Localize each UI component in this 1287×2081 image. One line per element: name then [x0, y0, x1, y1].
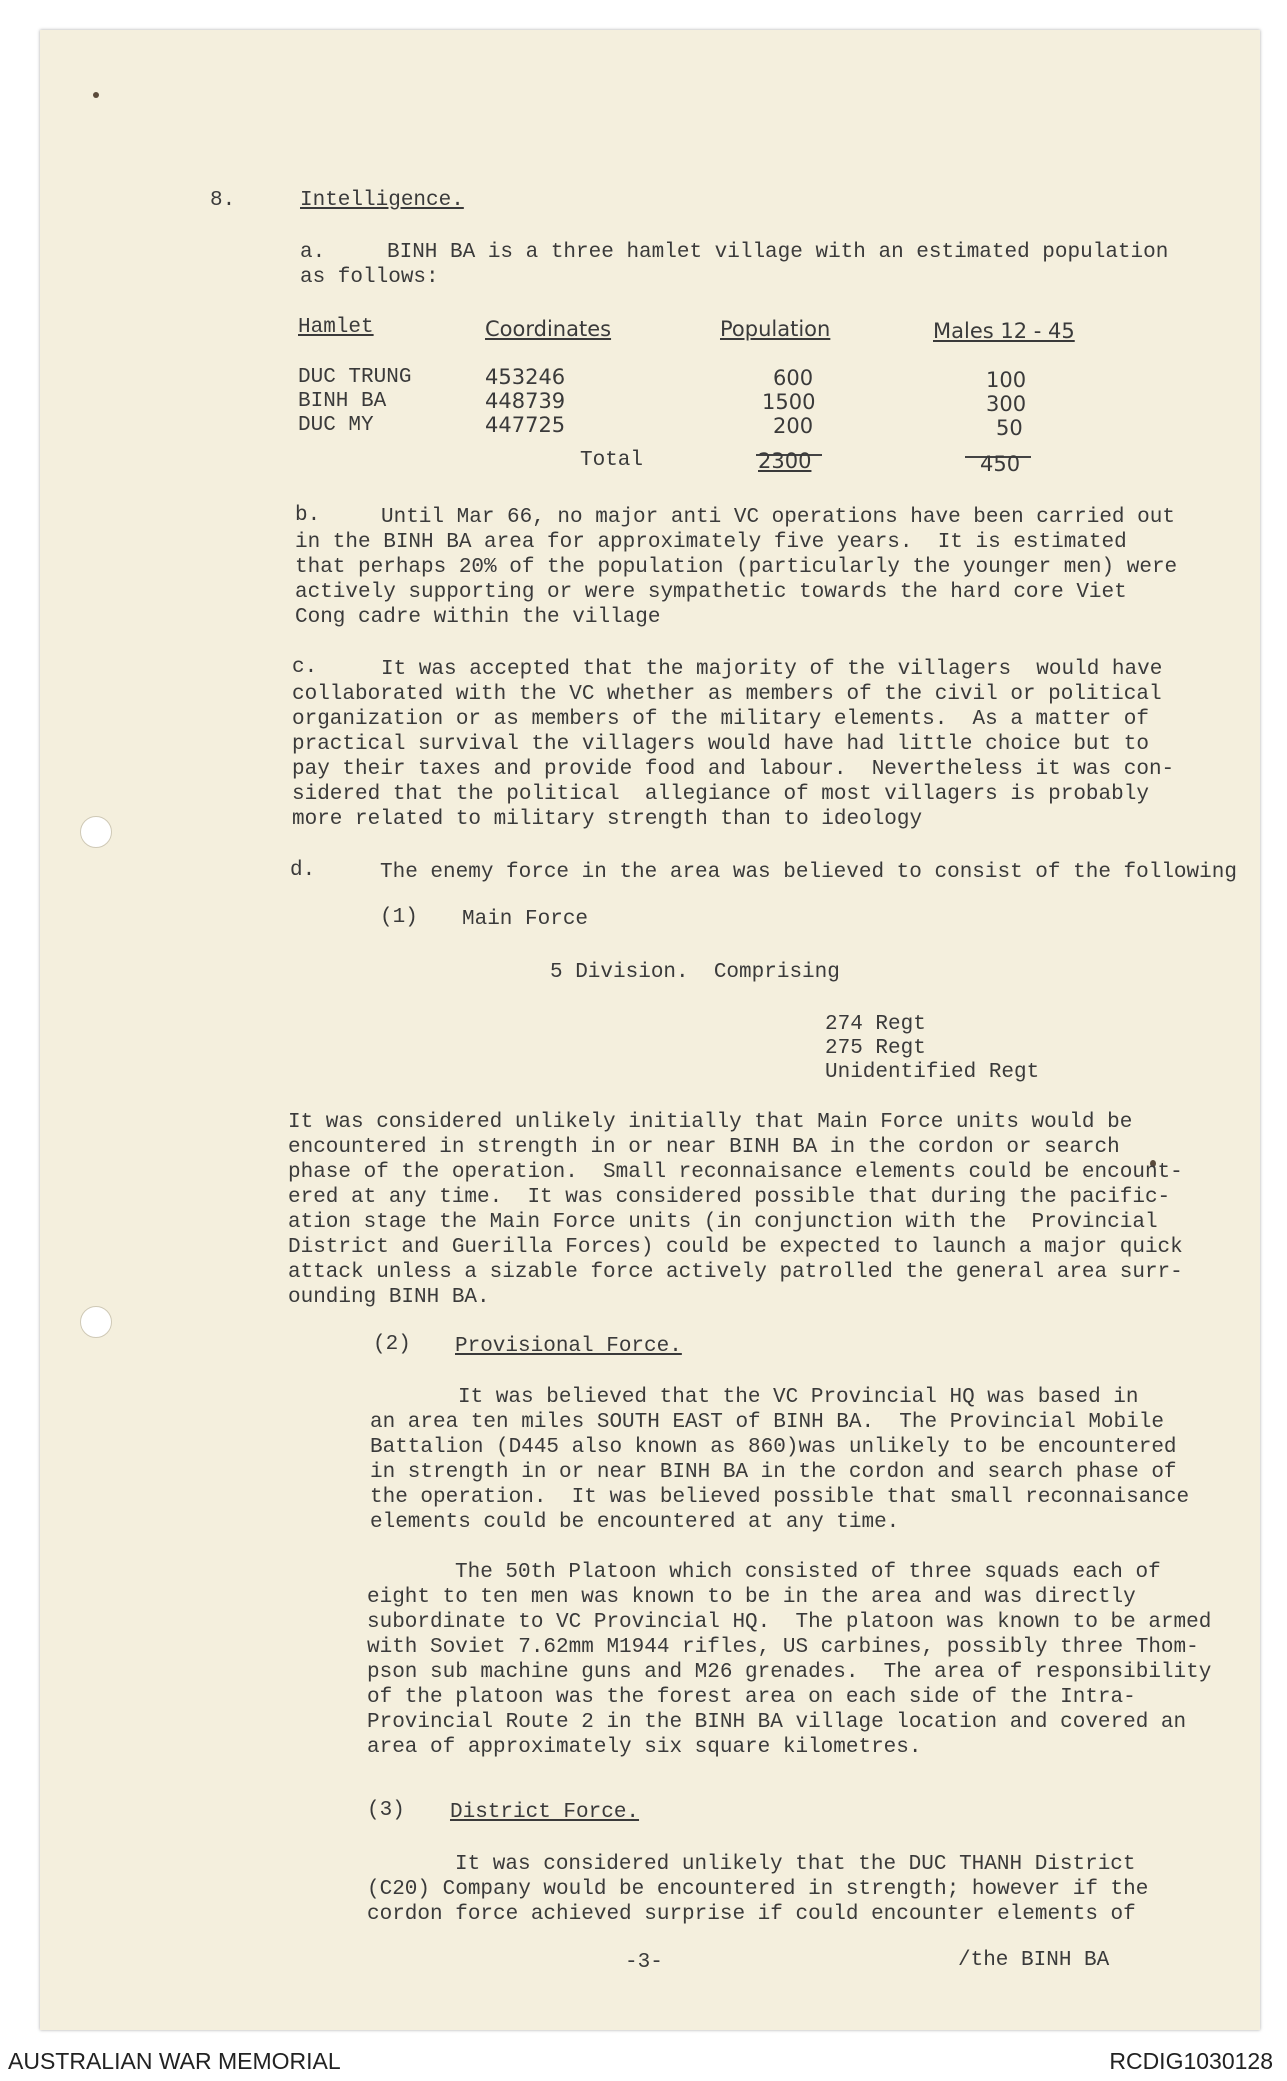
- punch-hole-top: [80, 816, 112, 848]
- text-line: Provincial Route 2 in the BINH BA village location and covered an: [367, 1711, 1187, 1734]
- para-a-text: [300, 240, 1168, 290]
- main-force-unit: 274 Regt: [825, 1013, 926, 1036]
- text-line: Battalion (D445 also known as 860)was unlikely to be encountered: [370, 1436, 1177, 1459]
- table-cell-population: 1500: [762, 390, 816, 414]
- table-cell-coordinates: 453246: [485, 365, 566, 389]
- para-d-text: The enemy force in the area was believed to consist of the following: [380, 861, 1237, 884]
- para-c-label: c.: [292, 656, 318, 679]
- text-line: sidered that the political allegiance of most villagers is probably: [292, 783, 1149, 806]
- table-cell-hamlet: BINH BA: [298, 390, 387, 413]
- provisional-force-title: Provisional Force.: [455, 1335, 682, 1358]
- text-line: ation stage the Main Force units (in conjunction with the Provincial: [288, 1211, 1158, 1234]
- table-header-population: Population: [720, 317, 831, 341]
- text-line: ounding BINH BA.: [288, 1286, 490, 1309]
- text-line: Until Mar 66, no major anti VC operations have been carried out: [381, 506, 1175, 529]
- main-force-text: [288, 1110, 1183, 1310]
- text-line: phase of the operation. Small reconnaisance elements could be encount-: [288, 1161, 1183, 1184]
- district-force-text: [367, 1852, 1148, 1927]
- text-line: It was considered unlikely that the DUC THANH District: [455, 1853, 1136, 1876]
- text-line: with Soviet 7.62mm M1944 rifles, US carbines, possibly three Thom-: [367, 1636, 1199, 1659]
- text-line: as follows:: [300, 266, 439, 289]
- page-number: -3-: [625, 1951, 663, 1974]
- text-line: of the platoon was the forest area on each side of the Intra-: [367, 1686, 1136, 1709]
- punch-hole-bottom: [80, 1306, 112, 1338]
- table-header-coordinates: Coordinates: [485, 317, 612, 341]
- para-b-text: [295, 505, 1177, 630]
- text-line: an area ten miles SOUTH EAST of BINH BA. The Provincial Mobile: [370, 1411, 1164, 1434]
- provisional-force-para-1: [370, 1385, 1189, 1535]
- text-line: area of approximately six square kilometres.: [367, 1736, 922, 1759]
- section-title: Intelligence.: [300, 189, 464, 212]
- paper-speck: [93, 92, 99, 98]
- text-line: It was believed that the VC Provincial HQ was based in: [458, 1386, 1139, 1409]
- table-cell-population: 200: [773, 414, 814, 438]
- main-force-number: (1): [380, 906, 418, 929]
- text-line: ered at any time. It was considered possible that during the pacific-: [288, 1186, 1171, 1209]
- para-c-text: [292, 657, 1174, 832]
- para-a-label: a.: [300, 241, 326, 264]
- text-line: that perhaps 20% of the population (particularly the younger men) were: [295, 556, 1178, 579]
- table-cell-coordinates: 448739: [485, 389, 566, 413]
- main-force-title: Main Force: [462, 908, 589, 931]
- table-cell-hamlet: DUC TRUNG: [298, 366, 412, 389]
- table-cell-hamlet: DUC MY: [298, 414, 374, 437]
- text-line: BINH BA is a three hamlet village with an estimated population: [387, 241, 1169, 264]
- text-line: The 50th Platoon which consisted of three squads each of: [455, 1561, 1161, 1584]
- text-line: in the BINH BA area for approximately five years. It is estimated: [295, 531, 1127, 554]
- table-cell-males: 100: [986, 368, 1027, 392]
- table-header-males: Males 12 - 45: [933, 319, 1075, 343]
- text-line: pay their taxes and provide food and labour. Nevertheless it was con-: [292, 758, 1175, 781]
- table-cell-males: 50: [996, 416, 1023, 440]
- text-line: It was accepted that the majority of the villagers would have: [381, 658, 1163, 681]
- district-force-number: (3): [367, 1799, 405, 1822]
- main-force-division: 5 Division. Comprising: [550, 961, 840, 984]
- district-force-title: District Force.: [450, 1801, 640, 1824]
- text-line: encountered in strength in or near BINH BA in the cordon or search: [288, 1136, 1120, 1159]
- table-cell-coordinates: 447725: [485, 413, 566, 437]
- text-line: more related to military strength than to ideology: [292, 808, 923, 831]
- footer-archive-name: AUSTRALIAN WAR MEMORIAL: [8, 2048, 341, 2074]
- text-line: actively supporting or were sympathetic towards the hard core Viet: [295, 581, 1127, 604]
- para-b-label: b.: [295, 504, 321, 527]
- section-number: 8.: [210, 189, 236, 212]
- text-line: subordinate to VC Provincial HQ. The platoon was known to be armed: [367, 1611, 1212, 1634]
- main-force-unit: 275 Regt: [825, 1037, 926, 1060]
- text-line: attack unless a sizable force actively patrolled the general area surr-: [288, 1261, 1183, 1284]
- continuation-text: /the BINH BA: [958, 1949, 1110, 1972]
- table-cell-population: 600: [773, 366, 814, 390]
- table-total-label: Total: [580, 449, 644, 472]
- text-line: Cong cadre within the village: [295, 606, 661, 629]
- table-header-hamlet: Hamlet: [298, 316, 374, 339]
- provisional-force-para-2: [367, 1560, 1211, 1760]
- text-line: (C20) Company would be encountered in strength; however if the: [367, 1878, 1149, 1901]
- text-line: District and Guerilla Forces) could be expected to launch a major quick: [288, 1236, 1183, 1259]
- text-line: cordon force achieved surprise if could encounter elements of: [367, 1903, 1136, 1926]
- table-total-population: 2300: [758, 449, 812, 473]
- text-line: the operation. It was believed possible that small reconnaisance: [370, 1486, 1190, 1509]
- table-cell-males: 300: [986, 392, 1027, 416]
- main-force-unit: Unidentified Regt: [825, 1061, 1040, 1084]
- text-line: pson sub machine guns and M26 grenades. The area of responsibility: [367, 1661, 1212, 1684]
- para-d-label: d.: [290, 859, 316, 882]
- text-line: eight to ten men was known to be in the area and was directly: [367, 1586, 1136, 1609]
- text-line: elements could be encountered at any time.: [370, 1511, 900, 1534]
- provisional-force-number: (2): [373, 1333, 411, 1356]
- text-line: in strength in or near BINH BA in the cordon and search phase of: [370, 1461, 1177, 1484]
- text-line: practical survival the villagers would have had little choice but to: [292, 733, 1149, 756]
- text-line: organization or as members of the military elements. As a matter of: [292, 708, 1149, 731]
- text-line: collaborated with the VC whether as members of the civil or political: [292, 683, 1162, 706]
- text-line: It was considered unlikely initially that Main Force units would be: [288, 1111, 1133, 1134]
- table-total-males: 450: [980, 452, 1021, 476]
- document-page: [40, 30, 1260, 2030]
- footer-record-id: RCDIG1030128: [1109, 2048, 1273, 2074]
